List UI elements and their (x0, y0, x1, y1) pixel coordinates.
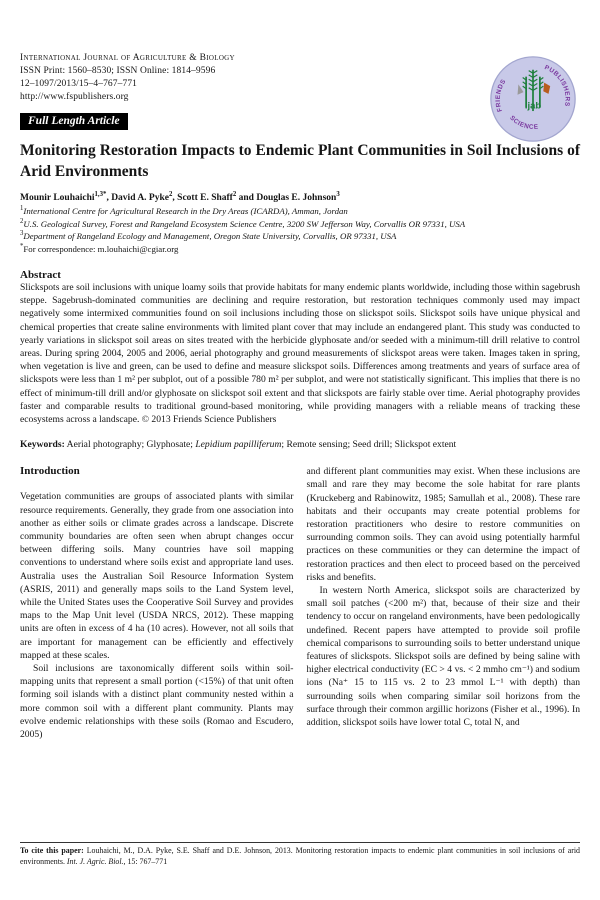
author-sup: 2 (169, 190, 173, 198)
affiliation-sup: 1 (20, 205, 24, 213)
right-column (307, 465, 581, 741)
affiliations (20, 205, 580, 255)
affiliation-sup: 2 (20, 217, 24, 225)
logo-center-text: ijab (524, 100, 542, 112)
article-title: Monitoring Restoration Impacts to Endemic Plant Communities in Soil Inclusions of Arid Environments (20, 142, 580, 180)
affiliation-text: Department of Rangeland Ecology and Management, Oregon State University, Corvallis, OR 97331, USA (23, 231, 397, 241)
cite-pages: 15: 767–771 (125, 856, 168, 866)
author-name: Douglas E. Johnson (256, 193, 337, 203)
keywords-species: Lepidium papilliferum (195, 439, 282, 451)
introduction-heading: Introduction (20, 465, 80, 478)
author-name: David A. Pyke (111, 193, 169, 203)
authors-line (20, 190, 580, 203)
cite-journal: Int. J. Agric. Biol., (66, 856, 126, 866)
logo-ring-text-friends: FRIENDS (494, 77, 508, 113)
intro-paragraph: and different plant communities may exist. When these inclusions are small and rare they may become the sole habitat for rare plants (Kruckeberg and Rabinowitz, 1985; Samullah et al., 2008). These rare habitats and their occupants may create potential problems for restoration practitioners who desire to restore communities on surrounding common soils. They can avoid using potentially harmful practices on these communities or they can determine the impact of restoration practices and then elect to proceed based on the perceived risks and benefits. (306, 466, 580, 583)
journal-name: International Journal of Agriculture & Biology (20, 53, 235, 63)
affiliation-text: International Centre for Agricultural Research in the Dry Areas (ICARDA), Amman, Jordan (23, 206, 348, 216)
affiliation-line (20, 230, 580, 243)
two-column-body (20, 465, 580, 741)
author-separator: , (106, 193, 112, 203)
abstract-heading: Abstract (20, 269, 61, 281)
cite-label: To cite this paper: (20, 846, 84, 855)
keywords-pre: Aerial photography; Glyphosate; (64, 439, 196, 451)
author-sup: 2 (232, 190, 237, 198)
article-code-line: 12–1097/2013/15–4–767–771 (20, 79, 138, 89)
left-column (20, 465, 294, 741)
correspondence-sup: * (20, 242, 24, 250)
author-sup: 1,3* (94, 190, 107, 198)
author-separator: and (236, 193, 257, 203)
publisher-logo (490, 56, 576, 142)
affiliation-line (20, 218, 580, 231)
keywords-label: Keywords: (20, 439, 65, 451)
keywords-post: ; Remote sensing; Seed drill; Slickspot extent (281, 439, 457, 451)
logo-ring-text-science: SCIENCE (508, 114, 540, 131)
correspondence-text: For correspondence: m.louhaichi@cgiar.org (23, 243, 179, 254)
intro-paragraph: Soil inclusions are taxonomically different soils within soil-mapping units that represent a small portion (<15%) of that unit often forming soil islands with a distinct plant community nested within a more common soil with a different plant community. Plants may evolve endemic relationships with these soils (Romao and Escudero, 2005) (20, 663, 294, 741)
abstract-text: Slickspots are soil inclusions with unique loamy soils that provide habitats for many endemic plants worldwide, including those within sagebrush steppe. Sagebrush-dominated communities are declining and require restoration, but restoration techniques commonly used may impact negatively some intermixed communities found on soil inclusions including those on slickspot soils. Slickspot soils have unique physical and chemical properties that create saline environments with limited plant cover that may include an endangered plant. This study was conducted to yearly variations in slickspot soil areas on sites treated with the herbicide glyphosate and/or seeded with a minimum-till drill relative to control areas. During spring 2004, 2005 and 2006, aerial photography and ground measurements of slickspot areas were taken. Images taken in spring, when vegetation is live and green, can be used to define and measure slickspot soils. Differences among treatments and years of surface area of slickspots were less than 1 m² per subplot, out of a possible 780 m² per subplot, and were not statistically significant. This implies that there is no effect of minimum-till drill and/or glyphosate on slickspot soil extent and that slickspots are fairly stable over time. Aerial photography provides faster and comparable results to traditional ground-based monitoring, while providing managers with a reliable means of tracking these ecosystems across a landscape. © 2013 Friends Science Publishers (20, 282, 580, 426)
logo-ring-text-publishers: PUBLISHERS (543, 64, 571, 108)
affiliation-line (20, 205, 580, 218)
cite-text: Louhaichi, M., D.A. Pyke, S.E. Shaff and D.E. Johnson, 2013. Monitoring restoration impacts to endemic plant communities in soil inclusions of arid environments. (20, 846, 580, 866)
author-name: Mounir Louhaichi (20, 193, 95, 203)
author-sup: 3 (336, 190, 340, 198)
citation-footer (20, 842, 580, 867)
affiliation-sup: 3 (20, 230, 24, 238)
intro-paragraph: Vegetation communities are groups of associated plants with similar resource requirements. Generally, they grade from one association into another as either soils or climate grades across a landscape. Discrete community boundaries are often seen when abrupt changes occur between differing soils. Many countries have soil mapping conventions to understand where soils exist and appropriate land uses. Australia uses the Australian Soil Resource Information System (ASRIS, 2011) and generally maps soils to the Land System level, while the United States uses the Cooperative Soil Survey and provides maps to the Map Unit level (USDA NRCS, 2012). These mapping units are often in excess of 4 ha (10 acres). However, not all soils that are important for management can be efficiently and effectively mapped at these scales. (20, 491, 294, 661)
author-name: Scott E. Shaff (177, 193, 233, 203)
affiliation-text: U.S. Geological Survey, Forest and Rangeland Ecosystem Science Centre, 3200 SW Jefferson Way, Corvallis OR 97331, USA (23, 218, 466, 229)
publisher-url: http://www.fspublishers.org (20, 92, 129, 102)
article-type-badge: Full Length Article (20, 113, 128, 130)
keywords-line (20, 439, 580, 450)
author-separator: , (172, 193, 178, 203)
intro-paragraph: In western North America, slickspot soils are characterized by small soil patches (<200 m²) that, because of their size and their tendency to occur on rangeland environments, have been pedologically undefined. Recent papers have attempted to provide soil profile chemical comparisons to surrounding soils to better understand unique features of slickspots. Slickspot soils are defined by being saline with higher electrical conductivity (EC > 4 vs. < 2 mmho cm⁻¹) and sodium ions (Na⁺ 15 to 115 vs. 2 to 23 mmol L⁻¹ with depth) than surrounding soils when comparing similar soil horizons from the surface through their common argillic horizons (Fisher et al., 1996). In addition, slickspot soils have lower total C, total N, and (306, 585, 580, 729)
correspondence-line (20, 243, 580, 256)
issn-line: ISSN Print: 1560–8530; ISSN Online: 1814–9596 (20, 66, 216, 76)
